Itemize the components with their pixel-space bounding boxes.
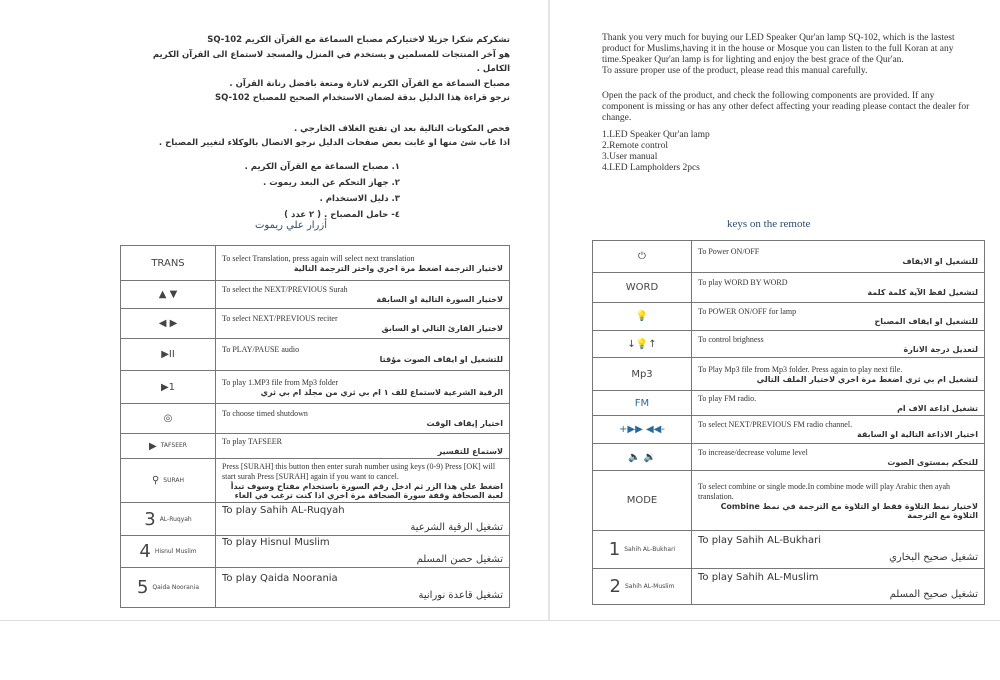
description-cell xyxy=(692,531,985,569)
key-label: Sahih AL-Bukhari xyxy=(624,546,676,553)
table-row xyxy=(121,568,510,608)
key-cell xyxy=(593,391,692,416)
description-cell xyxy=(692,416,985,444)
description-cell xyxy=(692,241,985,273)
arabic-description: لاختيار نمط التلاوة فقط او التلاوة مع الترجمة في نمط Combine التلاوة مع الترجمة xyxy=(720,501,978,520)
key-label: Qaida Noorania xyxy=(152,584,200,591)
key-icon: ↓💡↑ xyxy=(627,338,657,350)
intro-line: هو آخر المنتجات للمسلمين و يستخدم في المنزل والمسجد لاستماع الى القرآن الكريم الكامل . xyxy=(152,49,510,74)
key-cell xyxy=(121,246,216,281)
english-description: To select NEXT/PREVIOUS FM radio channel. xyxy=(698,420,853,429)
description-cell xyxy=(216,371,510,404)
arabic-description: اضغط علي هذا الزر ثم ادخل رقم السورة باستخدام مفتاح وسوف تبدأ لعبة الصحافة وقفة سورة الصحافة مرة اخري اذا كنت ترغب في الغاء xyxy=(230,481,503,500)
table-row xyxy=(121,434,510,459)
english-intro xyxy=(602,33,977,174)
left-table-title: أزرار علي ريموت xyxy=(255,220,327,231)
description-cell xyxy=(692,331,985,358)
english-description: To increase/decrease volume level xyxy=(698,447,808,457)
key-icon: ◀ ▶ xyxy=(158,318,178,329)
key-cell xyxy=(593,241,692,273)
english-description: To play Qaida Noorania xyxy=(222,573,338,584)
arabic-description: تشغيل صحيح البخاري xyxy=(889,552,978,563)
key-cell xyxy=(593,471,692,531)
arabic-description: لاختيار القارئ التالي او السابق xyxy=(381,324,503,333)
key-cell xyxy=(121,503,216,536)
description-cell xyxy=(216,309,510,339)
table-row xyxy=(121,536,510,568)
arabic-description: لتشغيل ام بي ثري اضغط مرة اخري لاختيار الملف التالي xyxy=(756,374,978,384)
english-description: To choose timed shutdown xyxy=(222,409,308,418)
english-description: To select Translation, press again will select next translation xyxy=(222,253,415,263)
check-line: اذا غاب شئ منها او غابت بعض صفحات الدليل نرجو الاتصال بالوكلاء لتغيير المصباح . xyxy=(158,138,510,148)
key-icon: 1 xyxy=(608,539,621,560)
arabic-description: لاختيار السورة التالية او السابقة xyxy=(376,295,503,304)
key-cell xyxy=(593,331,692,358)
key-icon: ⚲ xyxy=(151,475,160,486)
description-cell xyxy=(692,444,985,471)
check-paragraph: Open the pack of the product, and check the following components are provided. If any component is missing or has any other defect affecting your reading please contact the dealer for change. xyxy=(602,91,970,123)
right-table-title: keys on the remote xyxy=(727,218,811,230)
english-description: To control brighness xyxy=(698,334,764,344)
description-cell xyxy=(692,273,985,303)
english-description: To play Sahih AL-Bukhari xyxy=(698,535,821,546)
key-icon: TRANS xyxy=(151,257,185,269)
english-description: To play 1.MP3 file from Mp3 folder xyxy=(222,377,339,387)
key-cell xyxy=(593,273,692,303)
page-edge xyxy=(0,620,1000,621)
description-cell xyxy=(692,391,985,416)
table-row xyxy=(121,339,510,371)
key-icon: +▶▶ ◀◀- xyxy=(619,424,665,435)
description-cell xyxy=(216,434,510,459)
description-cell xyxy=(216,568,510,608)
component-item: 4.LED Lampholders 2pcs xyxy=(602,163,700,173)
table-row xyxy=(593,569,985,605)
description-cell xyxy=(216,459,510,503)
english-description: Press [SURAH] this button then enter surah number using keys (0-9) Press [OK] will start surah Press [SURAH] again if you want to cancel. xyxy=(222,461,496,481)
table-row xyxy=(121,459,510,503)
key-icon: 4 xyxy=(139,541,151,562)
table-row xyxy=(593,241,985,273)
description-cell xyxy=(216,536,510,568)
table-row xyxy=(121,281,510,309)
key-cell xyxy=(593,569,692,605)
description-cell xyxy=(692,471,985,531)
key-cell xyxy=(593,531,692,569)
key-cell xyxy=(121,459,216,503)
component-item: 3.User manual xyxy=(602,152,658,162)
key-cell xyxy=(121,434,216,459)
description-cell xyxy=(216,404,510,434)
arabic-description: لتعديل درجة الانارة xyxy=(903,344,978,354)
arabic-description: لتشغيل لفظ الآية كلمة كلمة xyxy=(867,288,978,297)
key-cell xyxy=(121,371,216,404)
arabic-description: للتحكم بمستوى الصوت xyxy=(887,457,978,467)
table-row xyxy=(121,371,510,404)
key-icon: ▶ xyxy=(149,440,157,452)
intro-line: مصباح السماعة مع القرآن الكريم لانارة ومتعة بافضل رنانة القرآن . xyxy=(229,78,510,89)
component-item: ٢. جهاز التحكم عن البعد ريموت . xyxy=(263,177,400,188)
intro-line: تشكركم شكرا جزيلا لاختياركم مصباح السماعة مع القرآن الكريم SQ-102 xyxy=(207,35,510,45)
english-description: To select the NEXT/PREVIOUS Surah xyxy=(222,285,348,294)
table-row xyxy=(593,303,985,331)
english-description: To Power ON/OFF xyxy=(698,247,760,256)
component-item: ١. مصباح السماعة مع القرآن الكريم . xyxy=(244,161,400,172)
key-cell xyxy=(121,339,216,371)
key-icon: WORD xyxy=(625,282,659,293)
key-icon: ◎ xyxy=(163,413,173,424)
key-icon: ▲ ▼ xyxy=(158,289,178,300)
table-row xyxy=(121,309,510,339)
table-row xyxy=(593,416,985,444)
key-icon: MODE xyxy=(626,495,658,506)
english-description: To play FM radio. xyxy=(698,393,757,403)
english-description: To play Sahih AL-Muslim xyxy=(698,572,819,583)
table-row xyxy=(121,404,510,434)
arabic-description: للتشغيل او الايقاف xyxy=(902,257,978,266)
english-description: To select combine or single mode.In combine mode will play Arabic then ayah translation. xyxy=(698,481,951,501)
english-description: To play Hisnul Muslim xyxy=(222,537,330,548)
key-cell xyxy=(121,536,216,568)
table-row xyxy=(593,331,985,358)
arabic-description: للتشغيل او ايقاف الصوت مؤقتا xyxy=(379,355,503,364)
key-cell xyxy=(121,281,216,309)
description-cell xyxy=(692,358,985,391)
description-cell xyxy=(692,569,985,605)
key-cell xyxy=(593,358,692,391)
key-icon: 💡 xyxy=(635,311,649,322)
description-cell xyxy=(216,281,510,309)
arabic-description: تشغيل الرقية الشرعية xyxy=(410,521,503,533)
left-keys-table xyxy=(120,245,510,608)
component-item: ٣. دليل الاستخدام . xyxy=(319,193,400,204)
description-cell xyxy=(692,303,985,331)
table-row xyxy=(121,503,510,536)
table-row xyxy=(593,444,985,471)
intro-paragraph: To assure proper use of the product, please read this manual carefully. xyxy=(602,66,868,76)
intro-paragraph: Thank you very much for buying our LED Speaker Qur'an lamp SQ-102, which is the lastest product for Muslims,having it in the house or Mosque you can listen to the full Koran at any time.Speaker Qur'an lamp is for lighting and enjoy the best grace of the Qur'an. xyxy=(602,33,955,65)
table-row xyxy=(593,391,985,416)
key-icon: 5 xyxy=(136,577,149,598)
english-description: To Play Mp3 file from Mp3 folder. Press again to play next file. xyxy=(698,364,903,374)
key-cell xyxy=(121,309,216,339)
right-keys-table xyxy=(592,240,985,605)
english-description: To play WORD BY WORD xyxy=(698,278,788,287)
description-cell xyxy=(216,503,510,536)
key-icon: 3 xyxy=(144,508,156,530)
key-label: SURAH xyxy=(163,476,185,484)
arabic-description: اختيار إيقاف الوقت xyxy=(426,419,503,428)
component-item: 2.Remote control xyxy=(602,141,668,151)
key-cell xyxy=(593,416,692,444)
arabic-intro xyxy=(140,33,510,223)
key-cell xyxy=(593,303,692,331)
key-cell xyxy=(121,568,216,608)
page-fold xyxy=(548,0,550,620)
description-cell xyxy=(216,339,510,371)
arabic-description: لاستماع للتفسير xyxy=(437,446,503,456)
check-line: فحص المكونات التالية بعد ان تفتح الغلاف الخارجي . xyxy=(293,123,510,134)
key-label: Hisnul Muslim xyxy=(154,548,197,555)
component-item: ٤- حامل المصباح . ( ٢ عدد ) xyxy=(284,209,400,220)
english-description: To POWER ON/OFF for lamp xyxy=(698,307,797,316)
description-cell xyxy=(216,246,510,281)
arabic-description: تشغيل حصن المسلم xyxy=(416,554,503,565)
key-icon: FM xyxy=(634,397,650,409)
arabic-description: لاختيار الترجمة اضغط مرة اخري واختر الترجمة التالية xyxy=(293,263,503,273)
english-description: To play Sahih AL-Ruqyah xyxy=(222,504,345,516)
intro-line: نرجو قراءة هذا الدليل بدقة لضمان الاستخدام الصحيح للمصباح SQ-102 xyxy=(215,93,510,103)
table-row xyxy=(593,358,985,391)
arabic-description: تشغيل اذاعة الاف ام xyxy=(897,403,978,413)
key-icon: ▶II xyxy=(161,349,175,360)
english-description: To select NEXT/PREVIOUS reciter xyxy=(222,314,338,323)
key-icon: ▶1 xyxy=(160,381,176,393)
arabic-description: الرقية الشرعية لاستماع للف ١ ام بي ثري من مجلد ام بي ثري xyxy=(260,387,503,397)
english-description: To play TAFSEER xyxy=(222,436,282,446)
table-row xyxy=(593,471,985,531)
arabic-description: اختيار الاذاعة التالية او السابقة xyxy=(856,430,978,439)
key-cell xyxy=(121,404,216,434)
arabic-description: تشغيل صحيح المسلم xyxy=(889,589,978,600)
key-icon: Mp3 xyxy=(631,368,653,380)
key-label: AL-Ruqyah xyxy=(159,515,192,523)
english-description: To PLAY/PAUSE audio xyxy=(222,345,300,354)
key-label: TAFSEER xyxy=(160,442,187,449)
key-icon: 2 xyxy=(609,576,621,597)
key-label: Sahih AL-Muslim xyxy=(624,583,675,590)
key-icon: ⏻ xyxy=(638,251,646,262)
arabic-description: تشغيل قاعدة نورانية xyxy=(418,590,503,601)
component-item: 1.LED Speaker Qur'an lamp xyxy=(602,130,710,140)
table-row xyxy=(593,273,985,303)
table-row xyxy=(593,531,985,569)
key-cell xyxy=(593,444,692,471)
arabic-description: للتشغيل او ايقاف المصباح xyxy=(874,317,978,326)
table-row xyxy=(121,246,510,281)
key-icon: 🔈 🔉 xyxy=(627,451,657,463)
